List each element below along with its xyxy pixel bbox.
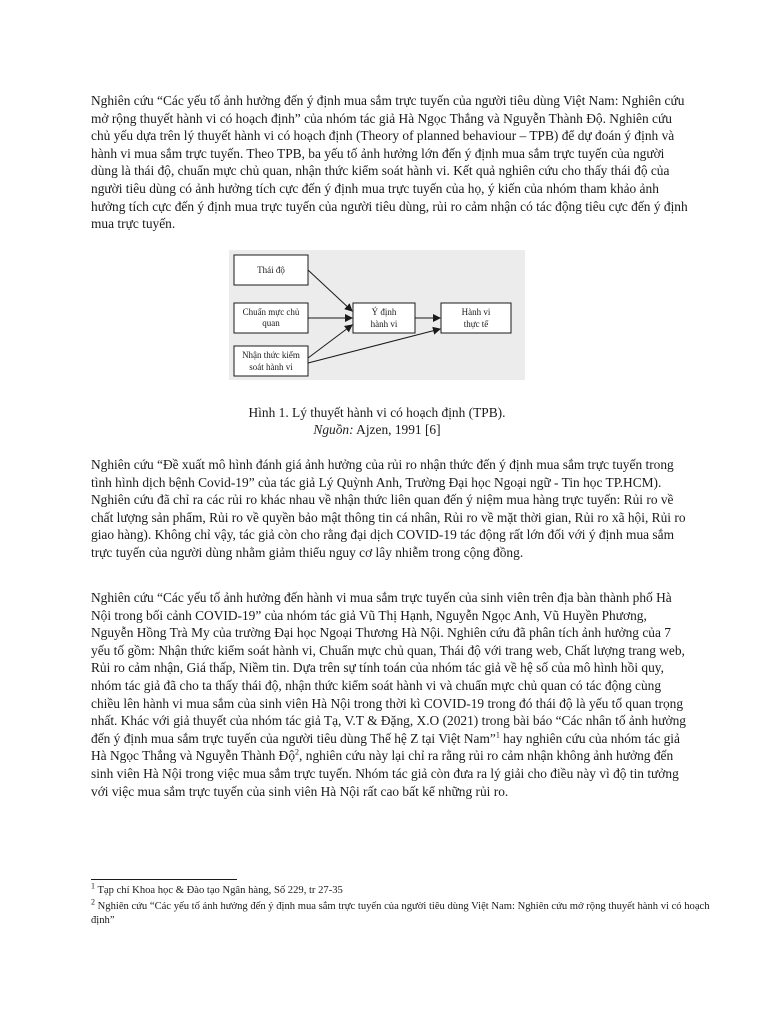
paragraph-hanoi-part-c: , nghiên cứu này lại chỉ ra rằng rủi ro cảm nhận không ảnh hưởng đến sinh viên Hà Nội trong việc mua sắm trực tuyến. Nhóm tác giả còn đưa ra lý giải cho điều này vì độ tin tưởng với việc mua sắm trực tuyến của sinh viên Hà Nội rất cao bất kể những rủi ro.: [91, 748, 679, 799]
perceived-control-box: [234, 346, 308, 376]
perceived-control-label-line2: soát hành vi: [249, 362, 293, 372]
paragraph-hanoi-students-study: [91, 589, 689, 800]
footnote-2: [91, 897, 711, 928]
subjective-norm-box: [234, 303, 308, 333]
figure-source-label: Nguồn:: [313, 422, 354, 437]
figure-source: [229, 421, 525, 438]
tpb-diagram: [229, 250, 525, 380]
intention-label-line1: Ý định: [371, 307, 397, 317]
subjective-norm-label-line1: Chuẩn mực chủ: [242, 307, 300, 317]
footnote-1-text: Tạp chí Khoa học & Đào tạo Ngân hàng, Số 229, tr 27-35: [95, 885, 343, 896]
figure-caption: Hình 1. Lý thuyết hành vi có hoạch định (TPB).: [248, 405, 506, 420]
paragraph-hanoi-part-a: Nghiên cứu “Các yếu tố ảnh hưởng đến hành vi mua sắm trực tuyến của sinh viên trên địa bàn thành phố Hà Nội trong bối cảnh COVID-19” của nhóm tác giả Vũ Thị Hạnh, Nguyễn Ngọc Anh, Vũ Huyền Phương, Nguyễn Hồng Trà My của trường Đại học Ngoại Thương Hà Nội. Nghiên cứu đã phân tích ảnh hưởng của 7 yếu tố gồm: Nhận thức kiểm soát hành vi, Chuẩn mực chủ quan, Thái độ với trang web, Chất lượng trang web, Rủi ro cảm nhận, Giá thấp, Niềm tin. Dựa trên sự tính toán của nhóm tác giả về hệ số của mô hình hồi quy, nhóm tác giả đã cho ta thấy thái độ, nhận thức kiểm soát hành vi và chuẩn mực chủ quan có tác động cùng chiều lên hành vi mua sắm của sinh viên Hà Nội trong thời kì COVID-19 trong đó thái độ là yếu tố quan trọng nhất. Khác với giả thuyết của nhóm tác giả Tạ, V.T & Đặng, X.O (2021) trong bài báo “Các nhân tố ảnh hưởng đến ý định mua sắm trực tuyến của người tiêu dùng Thế hệ Z tại Việt Nam”: [91, 590, 686, 746]
behavior-label-line2: thực tế: [463, 319, 489, 329]
paragraph-tpb-study: Nghiên cứu “Các yếu tố ảnh hưởng đến ý định mua sắm trực tuyến của người tiêu dùng Việt Nam: Nghiên cứu mở rộng thuyết hành vi có hoạch định” của nhóm tác giả Hà Ngọc Thắng và Nguyễn Thành Độ. Nghiên cứu chủ yếu dựa trên lý thuyết hành vi có hoạch định (Theory of planned behaviour – TPB) để dự đoán ý định và hành vi mua sắm trực tuyến. Theo TPB, ba yếu tố ảnh hưởng lớn đến ý định mua sắm trực tuyến của người dùng là thái độ, chuẩn mực chủ quan, nhận thức kiểm soát hành vi. Kết quả nghiên cứu cho thấy thái độ của người tiêu dùng có ảnh hưởng tích cực đến ý định mua trực tuyến của họ, ý kiến của nhóm tham khảo ảnh hưởng tích cực đến ý định mua trực tuyến của người tiêu dùng, rủi ro cảm nhận có tác động tiêu cực đến ý định mua trực tuyến.: [91, 93, 688, 232]
subjective-norm-label-line2: quan: [262, 318, 280, 328]
behavior-label-line1: Hành vi: [461, 307, 491, 317]
perceived-control-label-line1: Nhận thức kiểm: [242, 350, 300, 360]
footnote-separator: [91, 879, 237, 880]
attitude-box: [234, 255, 308, 285]
footnote-2-text: Nghiên cứu “Các yếu tố ảnh hưởng đến ý định mua sắm trực tuyến của người tiêu dùng Việt Nam: Nghiên cứu mở rộng thuyết hành vi có hoạch định”: [91, 901, 710, 926]
footnote-2-number: 2: [91, 897, 95, 907]
attitude-label: Thái độ: [257, 265, 285, 275]
figure-source-text: Ajzen, 1991 [6]: [353, 422, 441, 437]
footnote-1-number: 1: [91, 881, 95, 891]
footnote-1: [91, 881, 711, 898]
footnote-ref-1[interactable]: 1: [495, 730, 500, 740]
intention-box: [353, 303, 415, 333]
paragraph-perceived-risk-study: Nghiên cứu “Đề xuất mô hình đánh giá ảnh hưởng của rủi ro nhận thức đến ý định mua sắm trực tuyến trong tình hình dịch bệnh Covid-19” của tác giả Lý Quỳnh Anh, Trường Đại học Ngoại ngữ - Tin học TP.HCM). Nghiên cứu đã chỉ ra các rủi ro khác nhau về nhận thức liên quan đến ý niệm mua hàng trực tuyến: Rủi ro về chất lượng sản phẩm, Rủi ro về quyền bảo mật thông tin cá nhân, Rủi ro về mặt thời gian, Rủi ro xã hội, Rủi ro giao hàng). Không chỉ vậy, tác giả còn cho rằng đại dịch COVID-19 tác động rất lớn đối với ý định mua sắm trực tuyến của người dùng nhằm giảm thiểu nguy cơ lây nhiễm trong cộng đồng.: [91, 457, 686, 560]
footnote-ref-2[interactable]: 2: [295, 747, 300, 757]
paragraph-hanoi-part-b: hay nghiên cứu của nhóm tác giả Hà Ngọc Thắng và Nguyễn Thành Độ: [91, 730, 680, 764]
actual-behavior-box: [441, 303, 511, 333]
intention-label-line2: hành vi: [370, 319, 398, 329]
